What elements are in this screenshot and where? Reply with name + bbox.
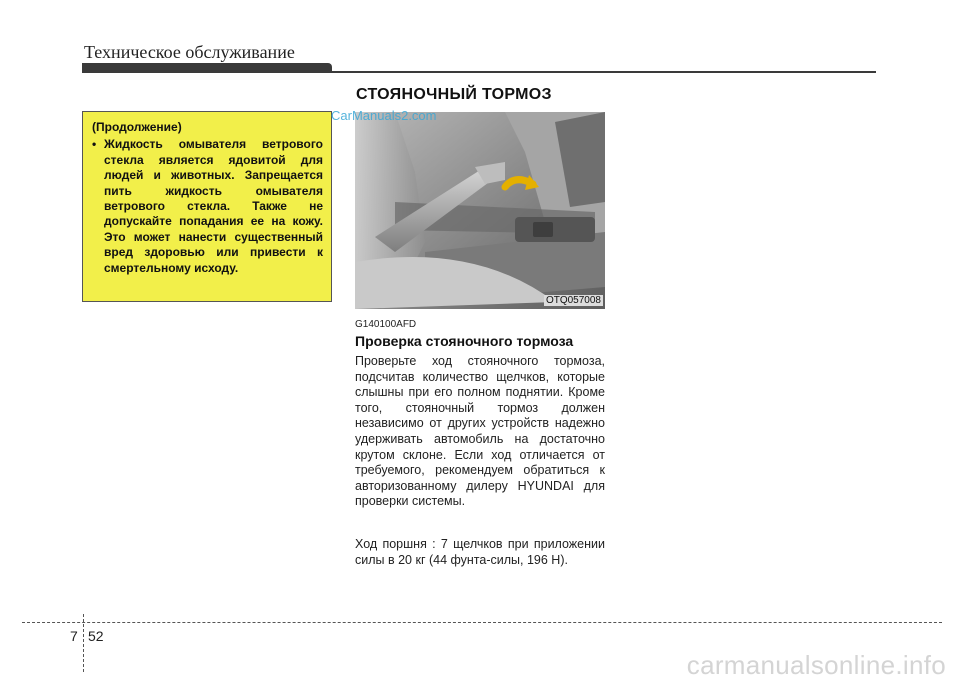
warning-item <box>92 137 323 276</box>
page-number: 52 <box>88 628 104 644</box>
bullet-icon: • <box>92 137 97 152</box>
document-code: G140100AFD <box>355 319 417 330</box>
warning-text: Жидкость омывателя ветрового стекла является ядовитой для людей и животных. Запрещается пить жидкость омывателя ветрового стекла. Также не допускайте попадания ее на кожу. Это может нанести существенный вред здоровью или привести к смертельному исходу. <box>104 137 323 275</box>
footer-vertical-divider <box>83 614 84 672</box>
subheading: Проверка стояночного тормоза <box>355 333 574 349</box>
warning-box <box>82 111 332 302</box>
parking-brake-photo <box>355 112 605 309</box>
parking-brake-illustration <box>355 112 605 309</box>
figure-code: OTQ057008 <box>545 295 601 306</box>
warning-heading: (Продолжение) <box>92 120 182 134</box>
header-rule-thick <box>82 63 332 73</box>
paragraph-stroke: Ход поршня : 7 щелчков при приложении силы в 20 кг (44 фунта-силы, 196 Н). <box>355 537 605 567</box>
footer-divider <box>22 622 942 623</box>
header-rule-thin <box>330 71 876 73</box>
paragraph-check: Проверьте ход стояночного тормоза, подсчитав количество щелчков, которые слышны при его полном поднятии. Кроме того, стояночный тормоз должен независимо от других устройств надежно удерживать автомобиль на достаточно крутом склоне. Если ход отличается от требуемого, рекомендуем обратиться к авторизованному дилеру HYUNDAI для проверки системы. <box>355 354 605 509</box>
section-title: СТОЯНОЧНЫЙ ТОРМОЗ <box>356 86 552 103</box>
watermark-carmanualsonline: carmanualsonline.info <box>686 650 946 680</box>
watermark-carmanuals2: CarManuals2.com <box>331 108 437 123</box>
page-header-title: Техническое обслуживание <box>84 42 295 62</box>
chapter-number: 7 <box>70 628 78 644</box>
